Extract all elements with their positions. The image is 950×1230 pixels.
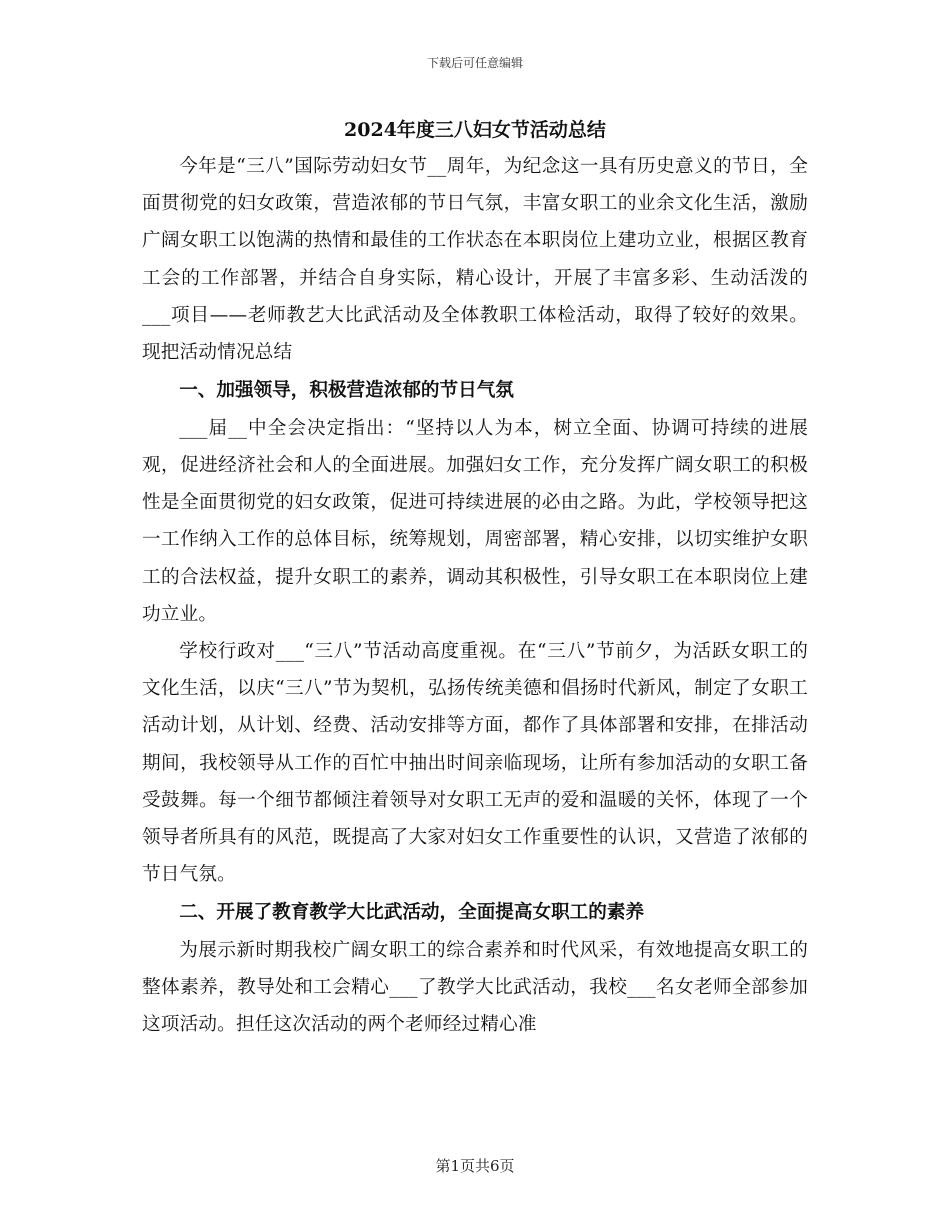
section-2-heading: 二、开展了教育教学大比武活动，全面提高女职工的素养 (179, 902, 645, 924)
intro-paragraph: 今年是“三八”国际劳动妇女节__周年，为纪念这一具有历史意义的节日，全面贯彻党的妇女政策，营造浓郁的节日气氛，丰富女职工的业余文化生活，激励广阔女职工以饱满的热情和最佳的工作状态在本职岗位上建功立业，根据区教育工会的工作部署，并结合自身实际，精心设计，开展了丰富多彩、生动活泼的___项目——老师教艺大比武活动及全体教职工体检活动，取得了较好的效果。现把活动情况总结 (142, 156, 808, 364)
section-1-heading: 一、加强领导，积极营造浓郁的节日气氛 (179, 380, 514, 402)
section-2-paragraph-1: 为展示新时期我校广阔女职工的综合素养和时代风采，有效地提高女职工的整体素养，教导处和工会精心___了教学大比武活动，我校___名女老师全部参加这项活动。担任这次活动的两个老师经过精心准 (142, 940, 808, 1036)
document-title: 2024年度三八妇女节活动总结 (344, 119, 606, 141)
section-1-paragraph-2: 学校行政对___“三八”节活动高度重视。在“三八”节前夕，为活跃女职工的文化生活，以庆“三八”节为契机，弘扬传统美德和倡扬时代新风，制定了女职工活动计划，从计划、经费、活动安排等方面，都作了具体部署和安排，在排活动期间，我校领导从工作的百忙中抽出时间亲临现场，让所有参加活动的女职工备受鼓舞。每一个细节都倾注着领导对女职工无声的爱和温暖的关怀，体现了一个领导者所具有的风范，既提高了大家对妇女工作重要性的认识，又营造了浓郁的节日气氛。 (142, 641, 808, 886)
section-1-paragraph-1: ___届__中全会决定指出：“坚持以人为本，树立全面、协调可持续的进展观，促进经济社会和人的全面进展。加强妇女工作，充分发挥广阔女职工的积极性是全面贯彻党的妇女政策，促进可持续进展的必由之路。为此，学校领导把这一工作纳入工作的总体目标，统筹规划，周密部署，精心安排，以切实维护女职工的合法权益，提升女职工的素养，调动其积极性，引导女职工在本职岗位上建功立业。 (142, 417, 808, 625)
document-body (142, 112, 808, 1044)
page-indicator: 第1页共6页 (435, 1157, 515, 1175)
page-header-note: 下载后可任意编辑 (426, 56, 523, 70)
